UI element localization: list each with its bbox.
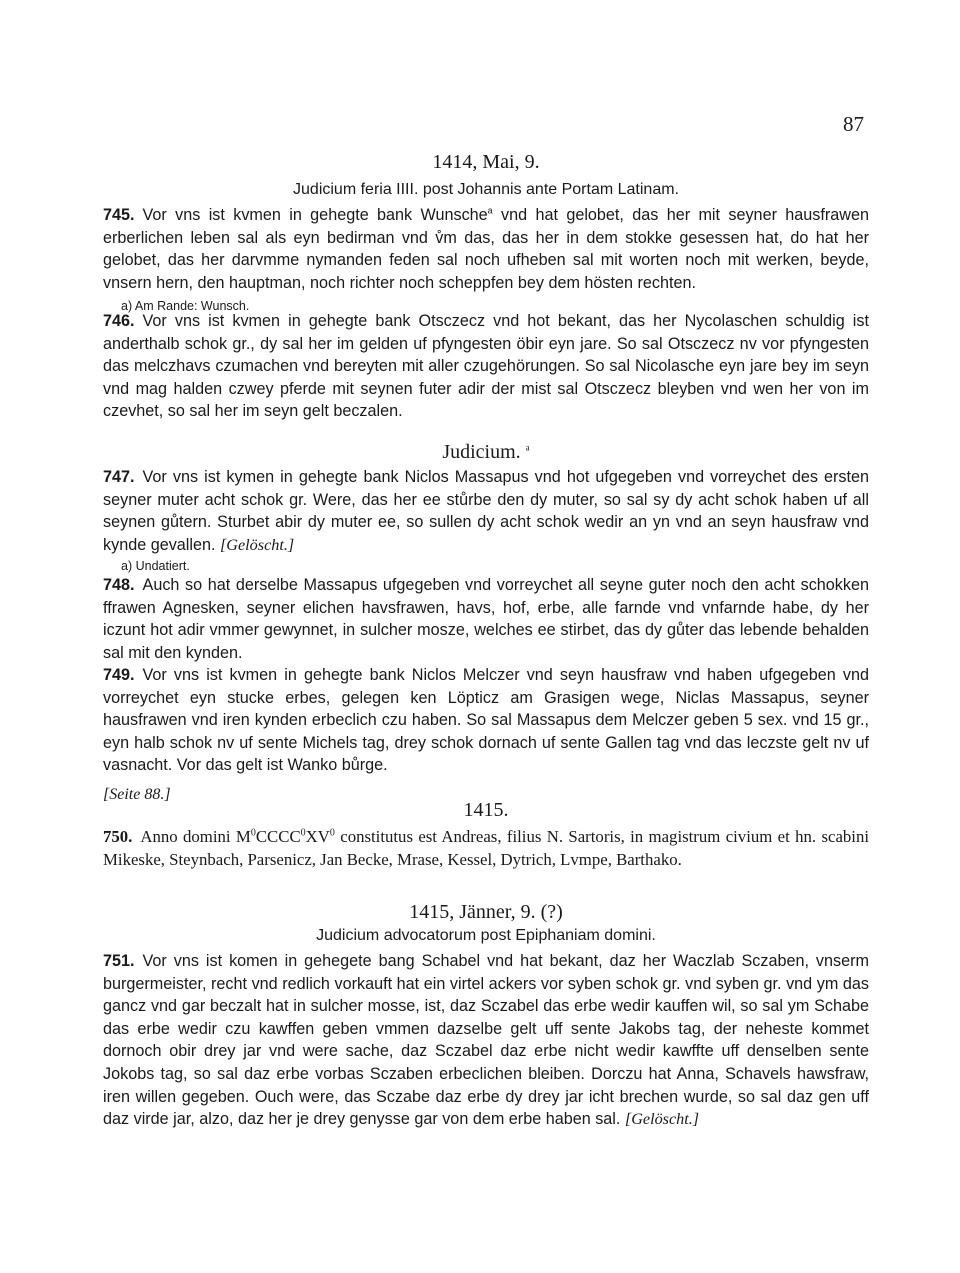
entry-number: 751. — [103, 952, 135, 970]
entry-text — [103, 826, 869, 871]
session-subtitle: Judicium feria IIII. post Johannis ante Portam Latinam. — [293, 181, 679, 198]
superscript: 0 — [329, 827, 335, 839]
entry-746 — [103, 310, 869, 423]
entry-text-part: vnd hat gelobet, das her mit seyner hausfrawen erberlichen leben sal als eyn bedirman vnd v̊m das, das her in dem stokke gesessen hat, do hat her gelobet, das her darvmme nymanden feden sal noch ufheben sal mit worten noch mit werken, beyde, vnsern hern, den hauptman, noch richter noch scheppfen bey dem hösten rechten. — [103, 206, 869, 292]
entry-text-part: Anno domini M — [140, 827, 251, 846]
entry-text-part: Vor vns ist kvmen in gehegte bank Wunsche — [142, 206, 488, 224]
year-heading-wrap — [103, 798, 869, 822]
footnote-text: Undatiert. — [135, 559, 190, 574]
footnote-text: Am Rande: Wunsch. — [134, 299, 250, 314]
entry-750 — [103, 826, 869, 871]
entry-text-part: XV — [305, 827, 330, 846]
entry-number: 750. — [103, 827, 133, 846]
entry-751 — [103, 950, 869, 1131]
entry-text — [103, 664, 869, 777]
year-heading: 1415. — [463, 799, 509, 821]
entry-body: Vor vns ist kvmen in gehegte bank Niclos Melczer vnd seyn hausfraw vnd haben ufgegeben vnd vorreychet eyn stucke erbes, gelegen ken Löpticz am Grasigen wege, Niclas Massapus, seyner hausfrawen vnd iren kynden erbeclich czu haben. So sal Massapus dem Melczer geben 5 sex. vnd 15 gr., eyn halb schok nv uf sente Michels tag, drey schok dornach uf sente Gallen tag vnd das leczste gelt nv uf vasnacht. Vor das gelt ist Wanko bůrge. — [103, 666, 869, 775]
entry-text — [103, 204, 869, 294]
entry-number: 747. — [103, 468, 135, 486]
date-heading: 1414, Mai, 9. — [432, 151, 540, 173]
entry-745 — [103, 204, 869, 315]
entry-number: 746. — [103, 312, 135, 330]
section-1415-jan — [103, 900, 869, 924]
entry-body: Auch so hat derselbe Massapus ufgegeben vnd vorreychet all seyne guter noch den acht schokken ffrawen Agnesken, seyner elichen havsfrawen, havs, hof, erbe, alle farnde vnd vnfarnde habe, dy her iczunt hot adir vmmer gewynnet, in sulcher mosze, welches ee stirbet, das dy gůter das lebende behalden sal mit den kynden. — [103, 576, 869, 662]
entry-number: 748. — [103, 576, 135, 594]
deleted-note: [Gelöscht.] — [624, 1110, 700, 1129]
superscript: 0 — [250, 827, 256, 839]
footnote-label: a) — [121, 559, 133, 574]
judicium-heading-wrap — [103, 440, 869, 464]
entry-text-part: constitutus est Andreas, filius N. Sartoris, in magistrum civium et hn. scabini Mikeske, Steynbach, Parsenicz, Jan Becke, Mrase, Kessel, Dytrich, Lvmpe, Barthako. — [103, 827, 869, 869]
date-heading: 1415, Jänner, 9. (?) — [409, 901, 563, 923]
entry-747 — [103, 466, 869, 575]
page-number: 87 — [843, 112, 864, 136]
entry-number: 745. — [103, 206, 135, 224]
footnote — [121, 557, 869, 575]
session-subtitle: Judicium advocatorum post Epiphaniam domini. — [316, 927, 656, 944]
entry-text — [103, 466, 869, 556]
entry-749 — [103, 664, 869, 777]
superscript: 0 — [300, 827, 306, 839]
entry-text-part: CCCC — [255, 827, 301, 846]
entry-748 — [103, 574, 869, 664]
footnote-mark: a — [525, 442, 530, 453]
section-heading — [103, 440, 869, 464]
entry-body: Vor vns ist kvmen in gehegte bank Otsczecz vnd hot bekant, das her Nycolaschen schuldig ist anderthalb schok gr., dy sal her im gelden uf pfyngesten öbir eyn jare. So sal Otsczecz nv vor pfyngesten das melczhavs czumachen vnd bereyten mit aller czugehörungen. So sal Nicolasche eyn jare bey im seyn vnd mag halden czwey pferde mit seynen futer adir der mist sal Otsczecz bleyben vnd wen her von im czevhet, so sal her im seyn gelt beczalen. — [103, 312, 869, 421]
entry-number: 749. — [103, 666, 135, 684]
entry-text — [103, 574, 869, 664]
entry-text — [103, 310, 869, 423]
entry-body: Vor vns ist kymen in gehegte bank Niclos Massapus vnd hot ufgegeben vnd vorreychet des ersten seyner muter acht schok gr. Were, das her ee stůrbe den dy muter, so sal sy dy acht schok haben uf all seynen gůtern. Sturbet abir dy muter ee, so sullen dy acht schok wedir an yn vnd an seyn hausfraw vnd kynde gevallen. — [103, 468, 869, 554]
section-1414-subtitle-wrap — [103, 180, 869, 200]
page-reference: [Seite 88.] — [103, 786, 171, 803]
section-heading-text: Judicium. — [442, 441, 521, 463]
footnote-label: a) — [121, 299, 133, 314]
section-1414 — [103, 150, 869, 174]
deleted-note: [Gelöscht.] — [220, 535, 295, 554]
section-1415-jan-subtitle-wrap — [103, 926, 869, 946]
entry-text — [103, 950, 869, 1131]
entry-body: Vor vns ist komen in gehegete bang Schabel vnd hat bekant, daz her Waczlab Sczaben, vnserm burgermeister, recht vnd redlich vorkauft hat ein virtel ackers vor syben schok gr. vnd syben gr. vnd ym das gancz vnd gar beczalt hat in sulcher mosse, ist, daz Sczabel das erbe wedir kauffen wil, so sal ym Schabe das erbe wedir czu kawffen geben vmmen dazselbe gelt uff sente Jakobs tag, der neheste kommet dornoch obir drey jar vnd were sache, daz Sczabel daz erbe nicht wedir kawffte uff denselben sente Jokobs tag, so sal daz erbe vorbas Sczaben erbeclichen bleiben. Dorczu hat Anna, Schavels hawsfraw, iren willen gegeben. Ouch were, das Sczabe daz erbe dy drey jar icht brechen wurde, so sal daz gen uff daz virde jar, alzo, daz her je drey genysse gar von dem erbe haben sal. — [103, 952, 869, 1129]
footnote-mark: a — [487, 205, 493, 216]
